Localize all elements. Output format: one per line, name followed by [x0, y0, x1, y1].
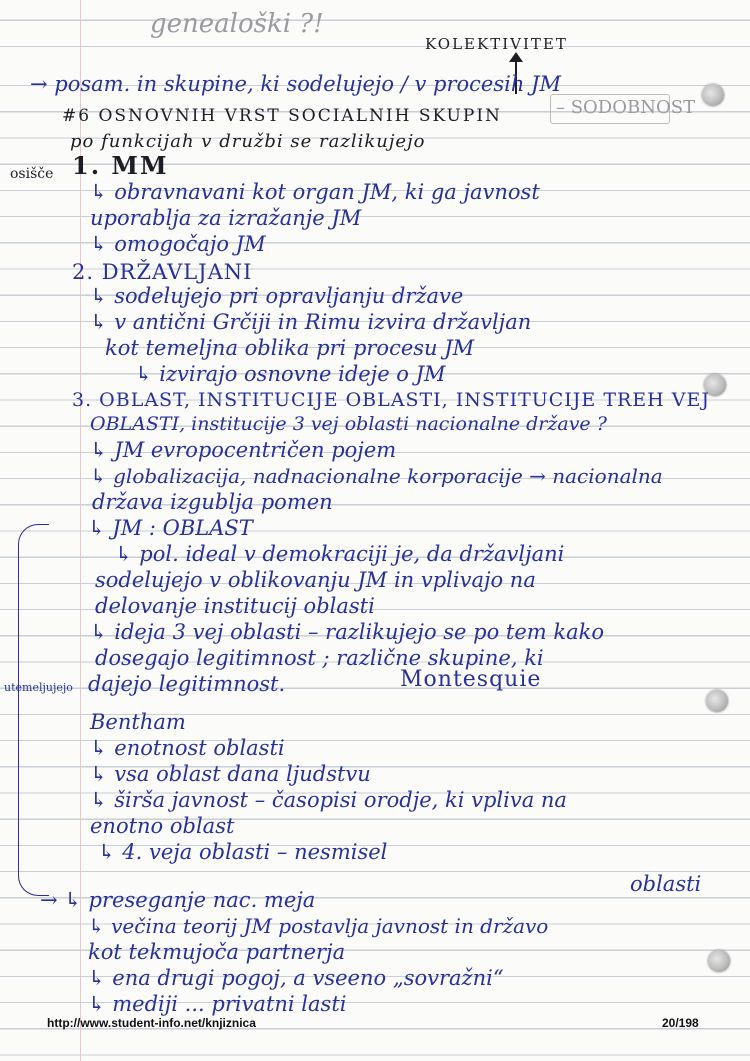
note-line: ↳ sodelujejo pri opravljanju države [90, 284, 464, 308]
note-line: država izgublja pomen [92, 490, 333, 514]
binder-hole [706, 690, 728, 712]
note-line: ↳ globalizacija, nadnacionalne korporacije → nacionalna [90, 464, 663, 488]
note-line: oblasti [630, 872, 702, 896]
note-line: #6 OSNOVNIH VRST SOCIALNIH SKUPIN [62, 106, 502, 126]
pencil-header: genealoški ?! [150, 9, 324, 39]
margin-bracket [18, 524, 49, 896]
note-line: dajejo legitimnost. [88, 672, 286, 696]
note-line: ↳ JM : OBLAST [88, 516, 253, 540]
binder-hole [708, 950, 730, 972]
binder-hole [702, 84, 724, 106]
note-line: → ↳ preseganje nac. meja [40, 888, 316, 912]
note-line: ↳ omogočajo JM [90, 232, 266, 256]
margin-note: osišče [10, 166, 54, 182]
note-line: enotno oblast [90, 814, 235, 838]
note-line: po funkcijah v družbi se razlikujejo [70, 131, 426, 152]
note-line: ↳ ideja 3 vej oblasti – razlikujejo se po tem kako [90, 620, 604, 644]
note-line: kot tekmujoča partnerja [88, 940, 346, 964]
note-line: ↳ izvirajo osnovne ideje o JM [135, 362, 446, 386]
note-line: ↳ pol. ideal v demokraciji je, da državljani [115, 542, 565, 566]
note-line: kot temeljna oblika pri procesu JM [105, 336, 475, 360]
note-line: ↳ vsa oblast dana ljudstvu [90, 762, 371, 786]
margin-note: utemeljujejo [4, 681, 73, 694]
note-line: ↳ 4. veja oblasti – nesmisel [98, 840, 388, 864]
montesquieu-note: Montesquie [400, 667, 542, 692]
note-line: ↳ mediji ... privatni lasti [88, 992, 347, 1016]
note-line: delovanje institucij oblasti [95, 594, 375, 618]
note-line: ↳ večina teorij JM postavlja javnost in državo [88, 914, 549, 938]
note-line: ↳ JM evropocentričen pojem [90, 438, 397, 462]
kolektivitet-label: KOLEKTIVITET [425, 35, 568, 53]
note-line: ↳ ena drugi pogoj, a vseeno „sovražni“ [88, 966, 504, 990]
note-line: uporablja za izražanje JM [90, 206, 362, 230]
note-line: OBLASTI, institucije 3 vej oblasti nacionalne države ? [90, 413, 607, 435]
section-heading: 3. OBLAST, INSTITUCIJE OBLASTI, INSTITUCIJE TREH VEJ [72, 389, 710, 411]
sodobnost-tag: – SODOBNOST [556, 97, 696, 118]
note-line: ↳ širša javnost – časopisi orodje, ki vpliva na [90, 788, 567, 812]
section-heading: Bentham [90, 710, 186, 734]
note-line: dosegajo legitimnost ; različne skupine, ki [95, 646, 544, 670]
section-heading: 1. MM [72, 151, 169, 180]
note-line: sodelujejo v oblikovanju JM in vplivajo na [95, 568, 536, 592]
note-line: ↳ enotnost oblasti [90, 736, 285, 760]
note-line: ↳ obravnavani kot organ JM, ki ga javnost [90, 180, 540, 204]
note-line: → posam. in skupine, ki sodelujejo / v procesih JM [30, 72, 561, 96]
section-heading: 2. DRŽAVLJANI [72, 260, 253, 284]
footer-url[interactable]: http://www.student-info.net/knjiznica [47, 1016, 256, 1030]
note-line: ↳ v antični Grčiji in Rimu izvira državljan [90, 310, 532, 334]
page-number: 20/198 [662, 1016, 699, 1030]
